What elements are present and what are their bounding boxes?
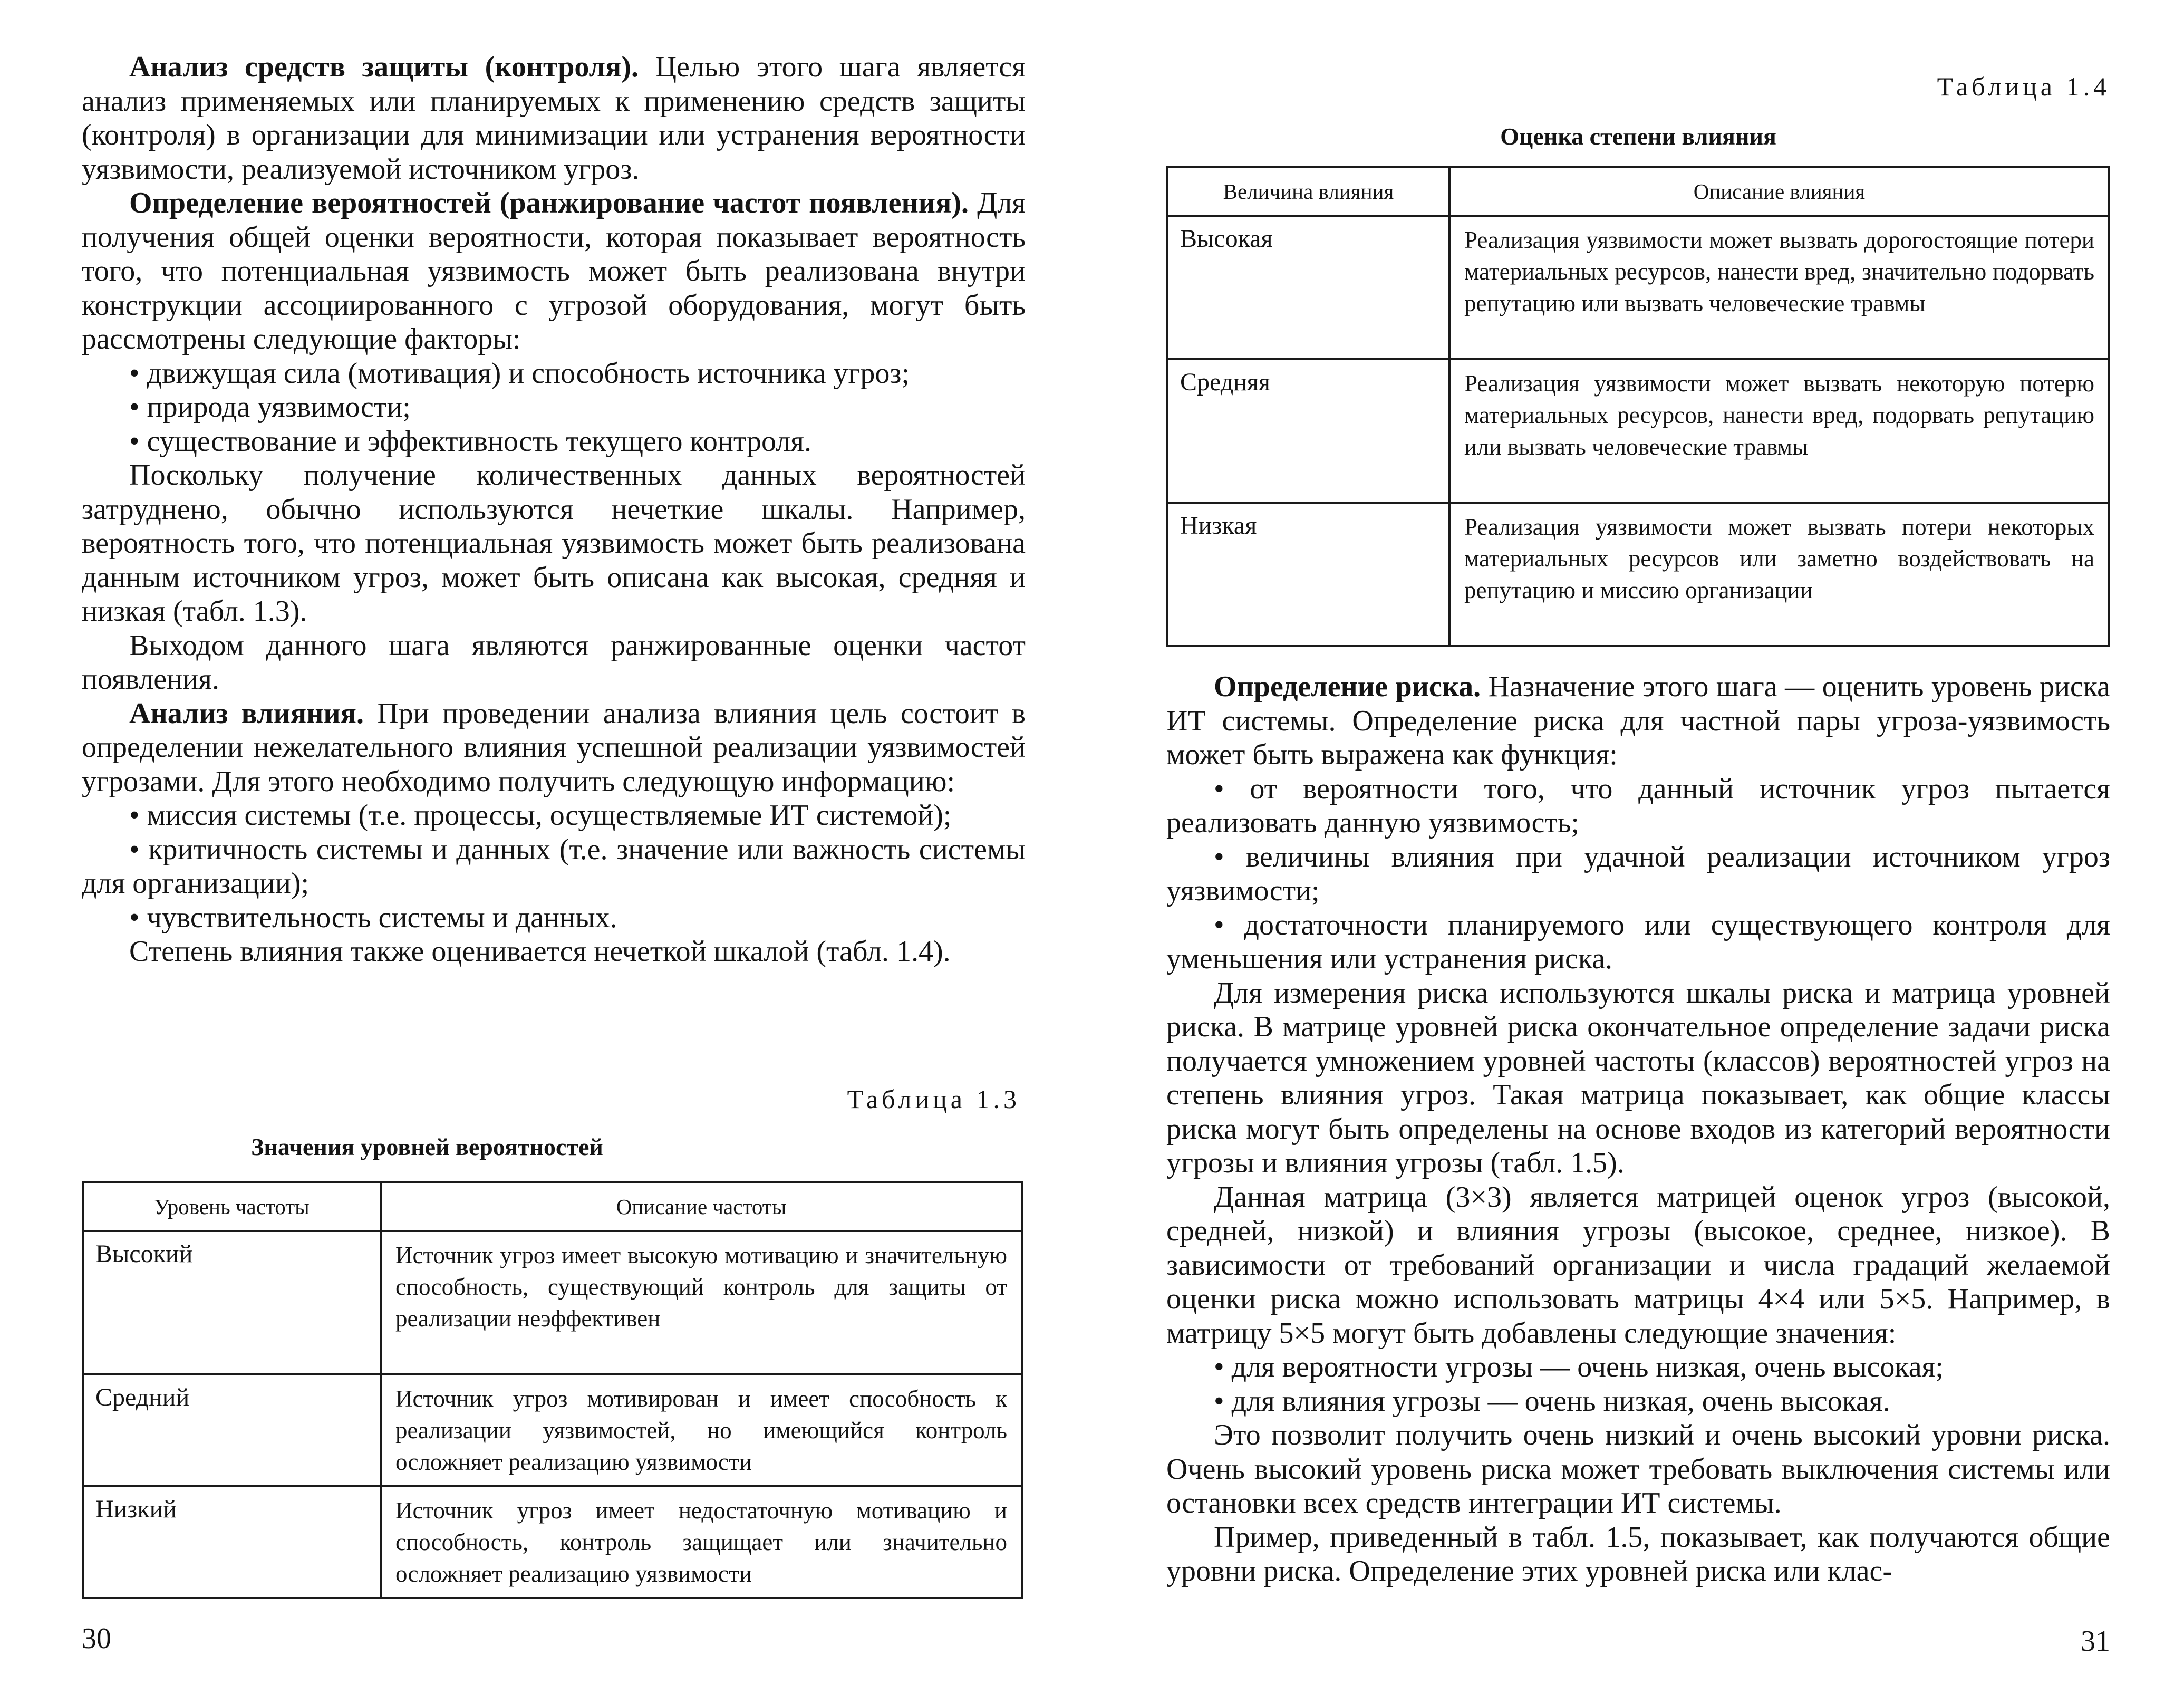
table-row [1167,503,2109,646]
table-label: Таблица 1.4 [1937,72,2110,101]
paragraph: Поскольку получение количественных данных вероятностей затруднено, обычно используются нечеткие шкалы. Например, вероятность того, что потенциальная уязвимость может быть реализована данным источником угроз, может быть описана как высокая, средняя и низкая (табл. 1.3). [82,459,1026,628]
table-row [1167,216,2109,359]
right-page [1166,0,2110,1694]
bullet-item: • для вероятности угрозы — очень низкая, очень высокая; [1214,1351,1944,1383]
table-row [83,1374,1022,1486]
paragraph: Пример, приведенный в табл. 1.5, показывает, как получаются общие уровни риска. Определение этих уровней риска или клас- [1166,1520,2110,1587]
table-cell: Высокий [83,1231,381,1374]
paragraph: Для измерения риска используются шкалы риска и матрица уровней риска. В матрице уровней риска окончательное определение задачи риска получается умножением уровней частоты (классов) вероятностей угроз на степень влияния угроз. Такая матрица показывает, как общие классы риска могут быть определены на основе входов из категорий вероятности угрозы и влияния угрозы (табл. 1.5). [1166,976,2110,1179]
bullet-item: • от вероятности того, что данный источник угроз пытается реализовать данную уязвимость; [1166,772,2110,839]
table-cell: Реализация уязвимости может вызвать дорогостоящие потери материальных ресурсов, нанести вред, значительно подорвать репутацию или вызвать человеческие травмы [1449,216,2109,359]
table-label: Таблица 1.3 [847,1084,1020,1114]
table-cell: Средний [83,1374,381,1486]
table-cell: Средняя [1167,359,1449,503]
bullet-item: • достаточности планируемого или существующего контроля для уменьшения или устранения риска. [1166,908,2110,975]
right-text-column [1166,670,2110,1589]
table-cell: Источник угроз мотивирован и имеет способность к реализации уязвимостей, но имеющийся контроль осложняет реализацию уязвимости [381,1374,1022,1486]
left-page [82,0,1026,1694]
paragraph: Это позволит получить очень низкий и очень высокий уровни риска. Очень высокий уровень риска может требовать выключения системы или остановки всех средств интеграции ИТ системы. [1166,1419,2110,1519]
bullet-item: • миссия системы (т.е. процессы, осуществляемые ИТ системой); [129,799,952,832]
table-cell: Реализация уязвимости может вызвать потери некоторых материальных ресурсов или заметно воздействовать на репутацию и миссию организации [1449,503,2109,646]
paragraph: Степень влияния также оценивается нечеткой шкалой (табл. 1.4). [129,935,951,968]
page-number: 30 [82,1622,111,1655]
paragraph: Выходом данного шага являются ранжированные оценки частот появления. [82,629,1026,696]
table-row [1167,359,2109,503]
table-header-row [83,1182,1022,1231]
bullet-item: • движущая сила (мотивация) и способность источника угроз; [129,357,910,390]
paragraph: Анализ средств защиты (контроля). Целью этого шага является анализ применяемых или планируемых к применению средств защиты (контроля) в организации для минимизации или устранения вероятности уязвимости, реализуемой источником угроз. [82,51,1026,186]
table-title: Значения уровней вероятностей [251,1133,603,1160]
table-row [83,1231,1022,1374]
table-cell: Источник угроз имеет высокую мотивацию и значительную способность, существующий контроль для защиты от реализации неэффективен [381,1231,1022,1374]
paragraph: Определение вероятностей (ранжирование частот появления). Для получения общей оценки вероятности, которая показывает вероятность того, что потенциальная уязвимость может быть реализована внутри конструкции ассоциированного с угрозой оборудования, могут быть рассмотрены следующие факторы: [82,187,1026,355]
bullet-item: • природа уязвимости; [129,391,411,424]
bullet-item: • чувствительность системы и данных. [129,901,617,934]
column-header: Величина влияния [1167,167,1449,216]
table-cell: Высокая [1167,216,1449,359]
table-cell: Низкая [1167,503,1449,646]
bullet-item: • величины влияния при удачной реализации источником угроз уязвимости; [1166,840,2110,907]
bullet-item: • для влияния угрозы — очень низкая, очень высокая. [1214,1384,1890,1418]
probability-levels-table [82,1181,1023,1599]
table-cell: Реализация уязвимости может вызвать некоторую потерю материальных ресурсов, нанести вред, подорвать репутацию или вызвать человеческие травмы [1449,359,2109,503]
table-cell: Низкий [83,1486,381,1598]
paragraph: Данная матрица (3×3) является матрицей оценок угроз (высокой, средней, низкой) и влияния угрозы (высокое, среднее, низкое). В зависимости от требований организации и числа градаций желаемой оценки риска можно использовать матрицы 4×4 или 5×5. Например, в матрицу 5×5 могут быть добавлены следующие значения: [1166,1180,2110,1350]
column-header: Уровень частоты [83,1182,381,1231]
page-number: 31 [2081,1625,2110,1658]
bullet-item: • существование и эффективность текущего контроля. [129,425,811,458]
paragraph: Определение риска. Назначение этого шага — оценить уровень риска ИТ системы. Определение риска для частной пары угроза-уязвимость может быть выражена как функция: [1166,670,2110,771]
left-text-column [82,50,1026,969]
impact-levels-table [1166,166,2110,647]
table-header-row [1167,167,2109,216]
column-header: Описание влияния [1449,167,2109,216]
column-header: Описание частоты [381,1182,1022,1231]
paragraph: Анализ влияния. При проведении анализа влияния цель состоит в определении нежелательного влияния успешной реализации уязвимостей угрозами. Для этого необходимо получить следующую информацию: [82,697,1026,798]
table-cell: Источник угроз имеет недостаточную мотивацию и способность, контроль защищает или значительно осложняет реализацию уязвимости [381,1486,1022,1598]
table-row [83,1486,1022,1598]
table-title: Оценка степени влияния [1500,123,1776,150]
bullet-item: • критичность системы и данных (т.е. значение или важность системы для организации); [82,833,1026,900]
